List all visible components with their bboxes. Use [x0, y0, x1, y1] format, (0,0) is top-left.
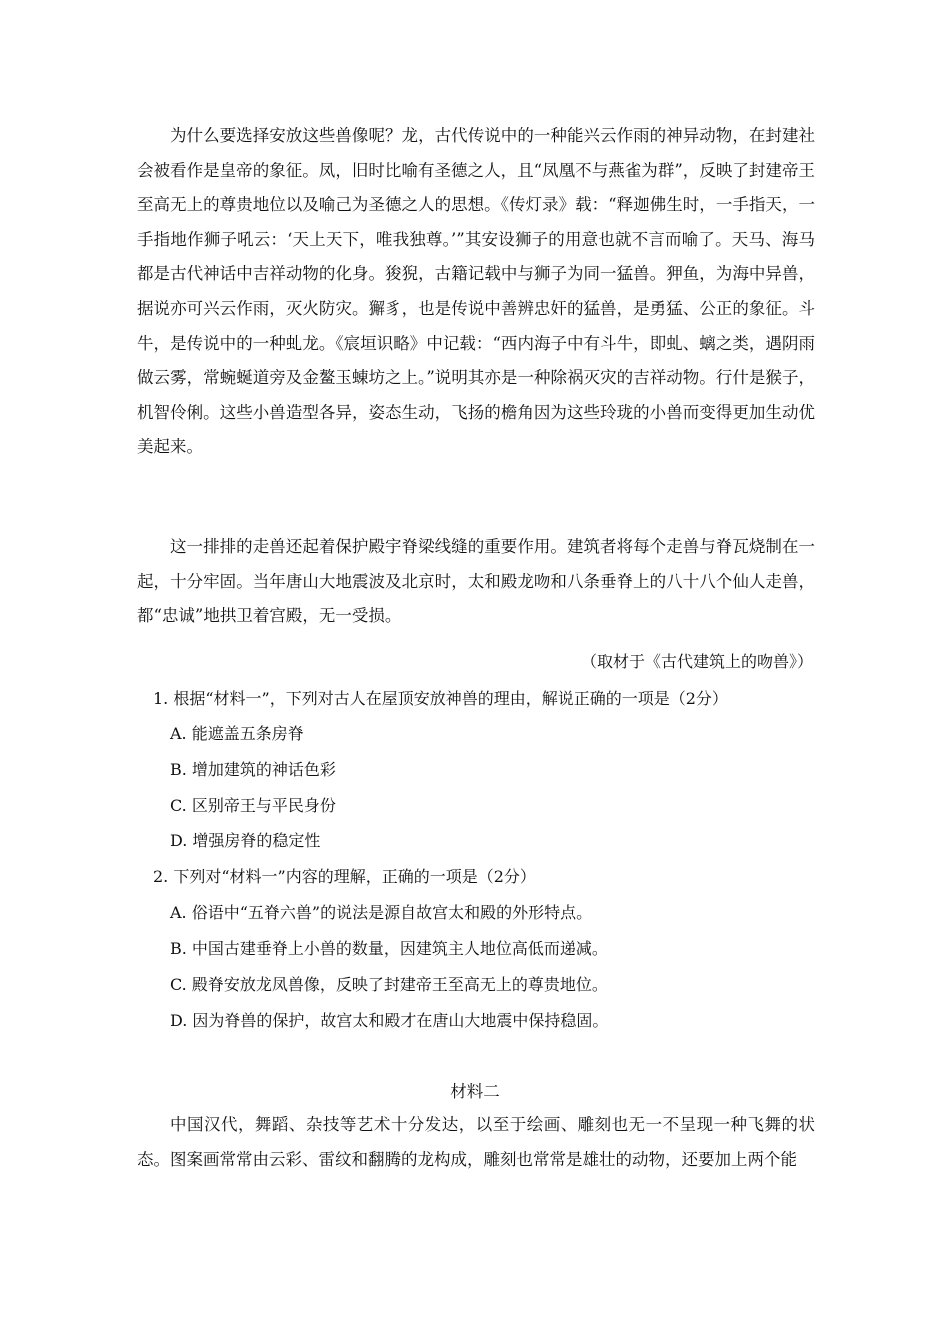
question-2-option-c: C. 殿脊安放龙凤兽像，反映了封建帝王至高无上的尊贵地位。: [170, 975, 608, 994]
question-2-stem: 2. 下列对“材料一”内容的理解，正确的一项是（2分）: [153, 867, 536, 886]
question-2-option-a: A. 俗语中“五脊六兽”的说法是源自故宫太和殿的外形特点。: [170, 903, 593, 922]
material2-heading: 材料二: [450, 1082, 500, 1101]
question-1-stem: 1. 根据“材料一”，下列对古人在屋顶安放神兽的理由，解说正确的一项是（2分）: [153, 689, 728, 708]
material2-paragraph: 中国汉代，舞蹈、杂技等艺术十分发达，以至于绘画、雕刻也无一不呈现一种飞舞的状态。图案画常常由云彩、雷纹和翻腾的龙构成，雕刻也常常是雄壮的动物，还要加上两个能: [137, 1115, 815, 1169]
material1-paragraph-1: 为什么要选择安放这些兽像呢？龙，古代传说中的一种能兴云作雨的神异动物，在封建社会被看作是皇帝的象征。凤，旧时比喻有圣德之人，且“凤凰不与燕雀为群”，反映了封建帝王至高无上的尊贵地位以及喻己为圣德之人的思想。《传灯录》载：“释迦佛生时，一手指天，一手指地作狮子吼云：‘天上天下，唯我独尊。’”其安设狮子的用意也就不言而喻了。天马、海马都是古代神话中吉祥动物的化身。狻猊，古籍记载中与狮子为同一猛兽。狎鱼，为海中异兽，据说亦可兴云作雨，灭火防灾。獬豸，也是传说中善辨忠奸的猛兽，是勇猛、公正的象征。斗牛，是传说中的一种虬龙。《宸垣识略》中记载：“西内海子中有斗牛，即虬、螭之类，遇阴雨做云雾，常蜿蜒道旁及金鳌玉蝀坊之上。”说明其亦是一种除祸灭灾的吉祥动物。行什是猴子，机智伶俐。这些小兽造型各异，姿态生动，飞扬的檐角因为这些玲珑的小兽而变得更加生动优美起来。: [137, 126, 815, 457]
material1-source: （取材于《古代建筑上的吻兽》）: [580, 652, 813, 671]
question-1-option-d: D. 增强房脊的稳定性: [170, 831, 321, 850]
question-1-option-a: A. 能遮盖五条房脊: [170, 724, 304, 743]
question-2-option-d: D. 因为脊兽的保护，故宫太和殿才在唐山大地震中保持稳固。: [170, 1011, 609, 1030]
material1-paragraph-2: 这一排排的走兽还起着保护殿宇脊梁线缝的重要作用。建筑者将每个走兽与脊瓦烧制在一起，十分牢固。当年唐山大地震波及北京时，太和殿龙吻和八条垂脊上的八十八个仙人走兽，都“忠诚”地拱卫着宫殿，无一受损。: [137, 537, 815, 626]
question-2-option-b: B. 中国古建垂脊上小兽的数量，因建筑主人地位高低而递减。: [170, 939, 608, 958]
question-1-option-c: C. 区别帝王与平民身份: [170, 796, 336, 815]
question-1-option-b: B. 增加建筑的神话色彩: [170, 760, 336, 779]
